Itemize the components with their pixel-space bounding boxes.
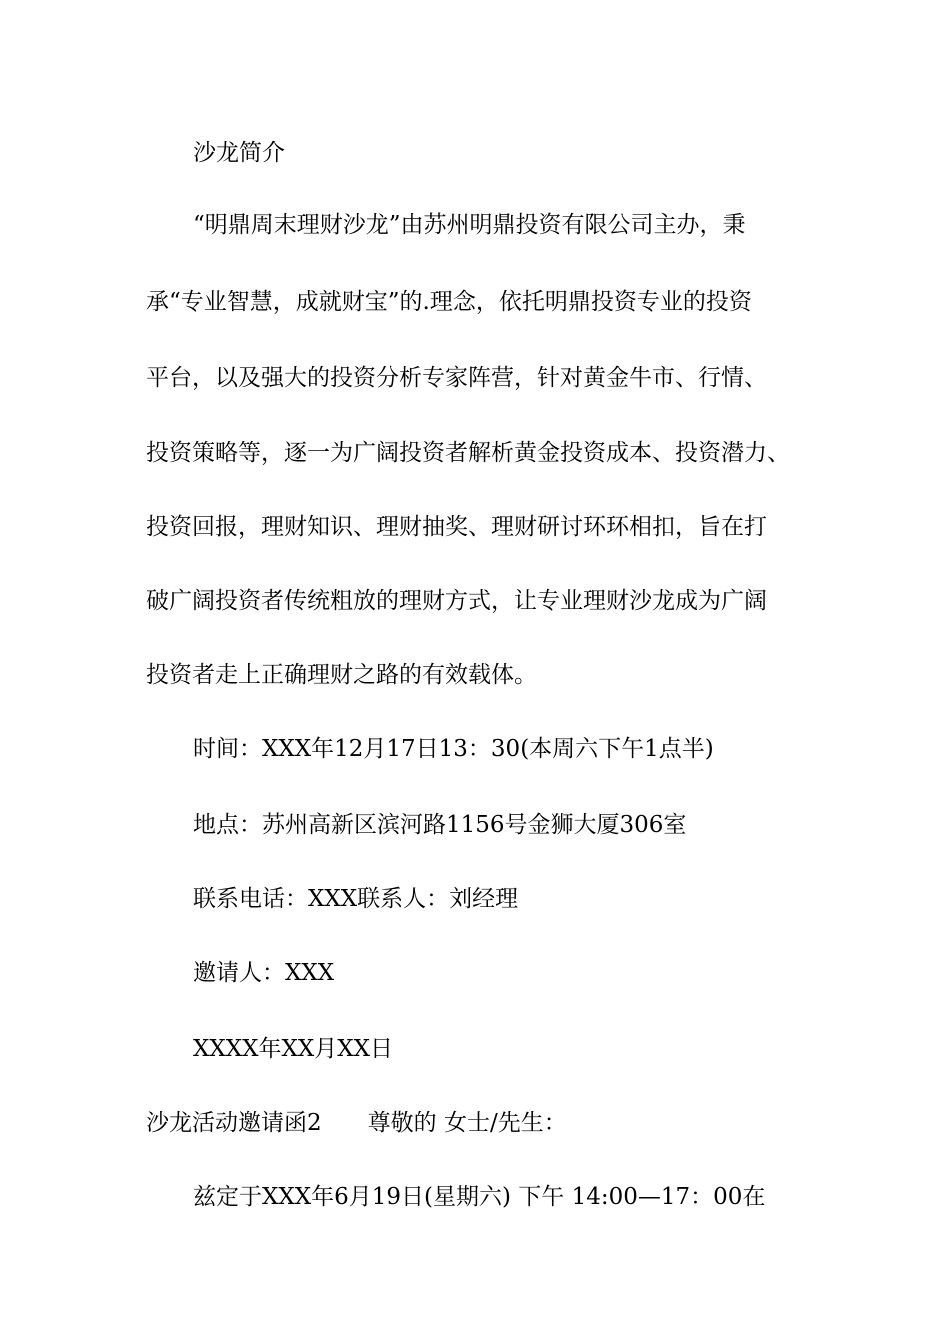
paragraph-line: 承“专业智慧，成就财宝”的.理念，依托明鼎投资专业的投资 <box>146 289 752 315</box>
paragraph-line: 投资回报，理财知识、理财抽奖、理财研讨环环相扣，旨在打 <box>146 514 767 540</box>
document-date: XXXX年XX月XX日 <box>193 1036 393 1062</box>
section-heading: 沙龙简介 <box>193 140 285 166</box>
event-time: 时间：XXX年12月17日13：30(本周六下午1点半) <box>193 736 714 762</box>
invitation2-salutation: 尊敬的 女士/先生： <box>367 1110 567 1136</box>
paragraph-line: 平台，以及强大的投资分析专家阵营，针对黄金牛市、行情、 <box>146 365 767 391</box>
invitation2-heading-line <box>146 1108 826 1138</box>
event-location: 地点：苏州高新区滨河路1156号金狮大厦306室 <box>193 812 687 838</box>
paragraph-line: 破广阔投资者传统粗放的理财方式，让专业理财沙龙成为广阔 <box>146 588 767 614</box>
paragraph-line: 投资策略等，逐一为广阔投资者解析黄金投资成本、投资潜力、 <box>146 440 790 466</box>
event-contact: 联系电话：XXX联系人：刘经理 <box>193 886 519 912</box>
invitation2-body-line: 兹定于XXX年6月19日(星期六) 下午 14:00—17：00在 <box>193 1184 766 1210</box>
paragraph-line: “明鼎周末理财沙龙”由苏州明鼎投资有限公司主办，秉 <box>193 212 746 238</box>
paragraph-line: 投资者走上正确理财之路的有效载体。 <box>146 662 537 688</box>
invitation2-title: 沙龙活动邀请函2 <box>146 1110 322 1136</box>
event-inviter: 邀请人：XXX <box>193 960 335 986</box>
